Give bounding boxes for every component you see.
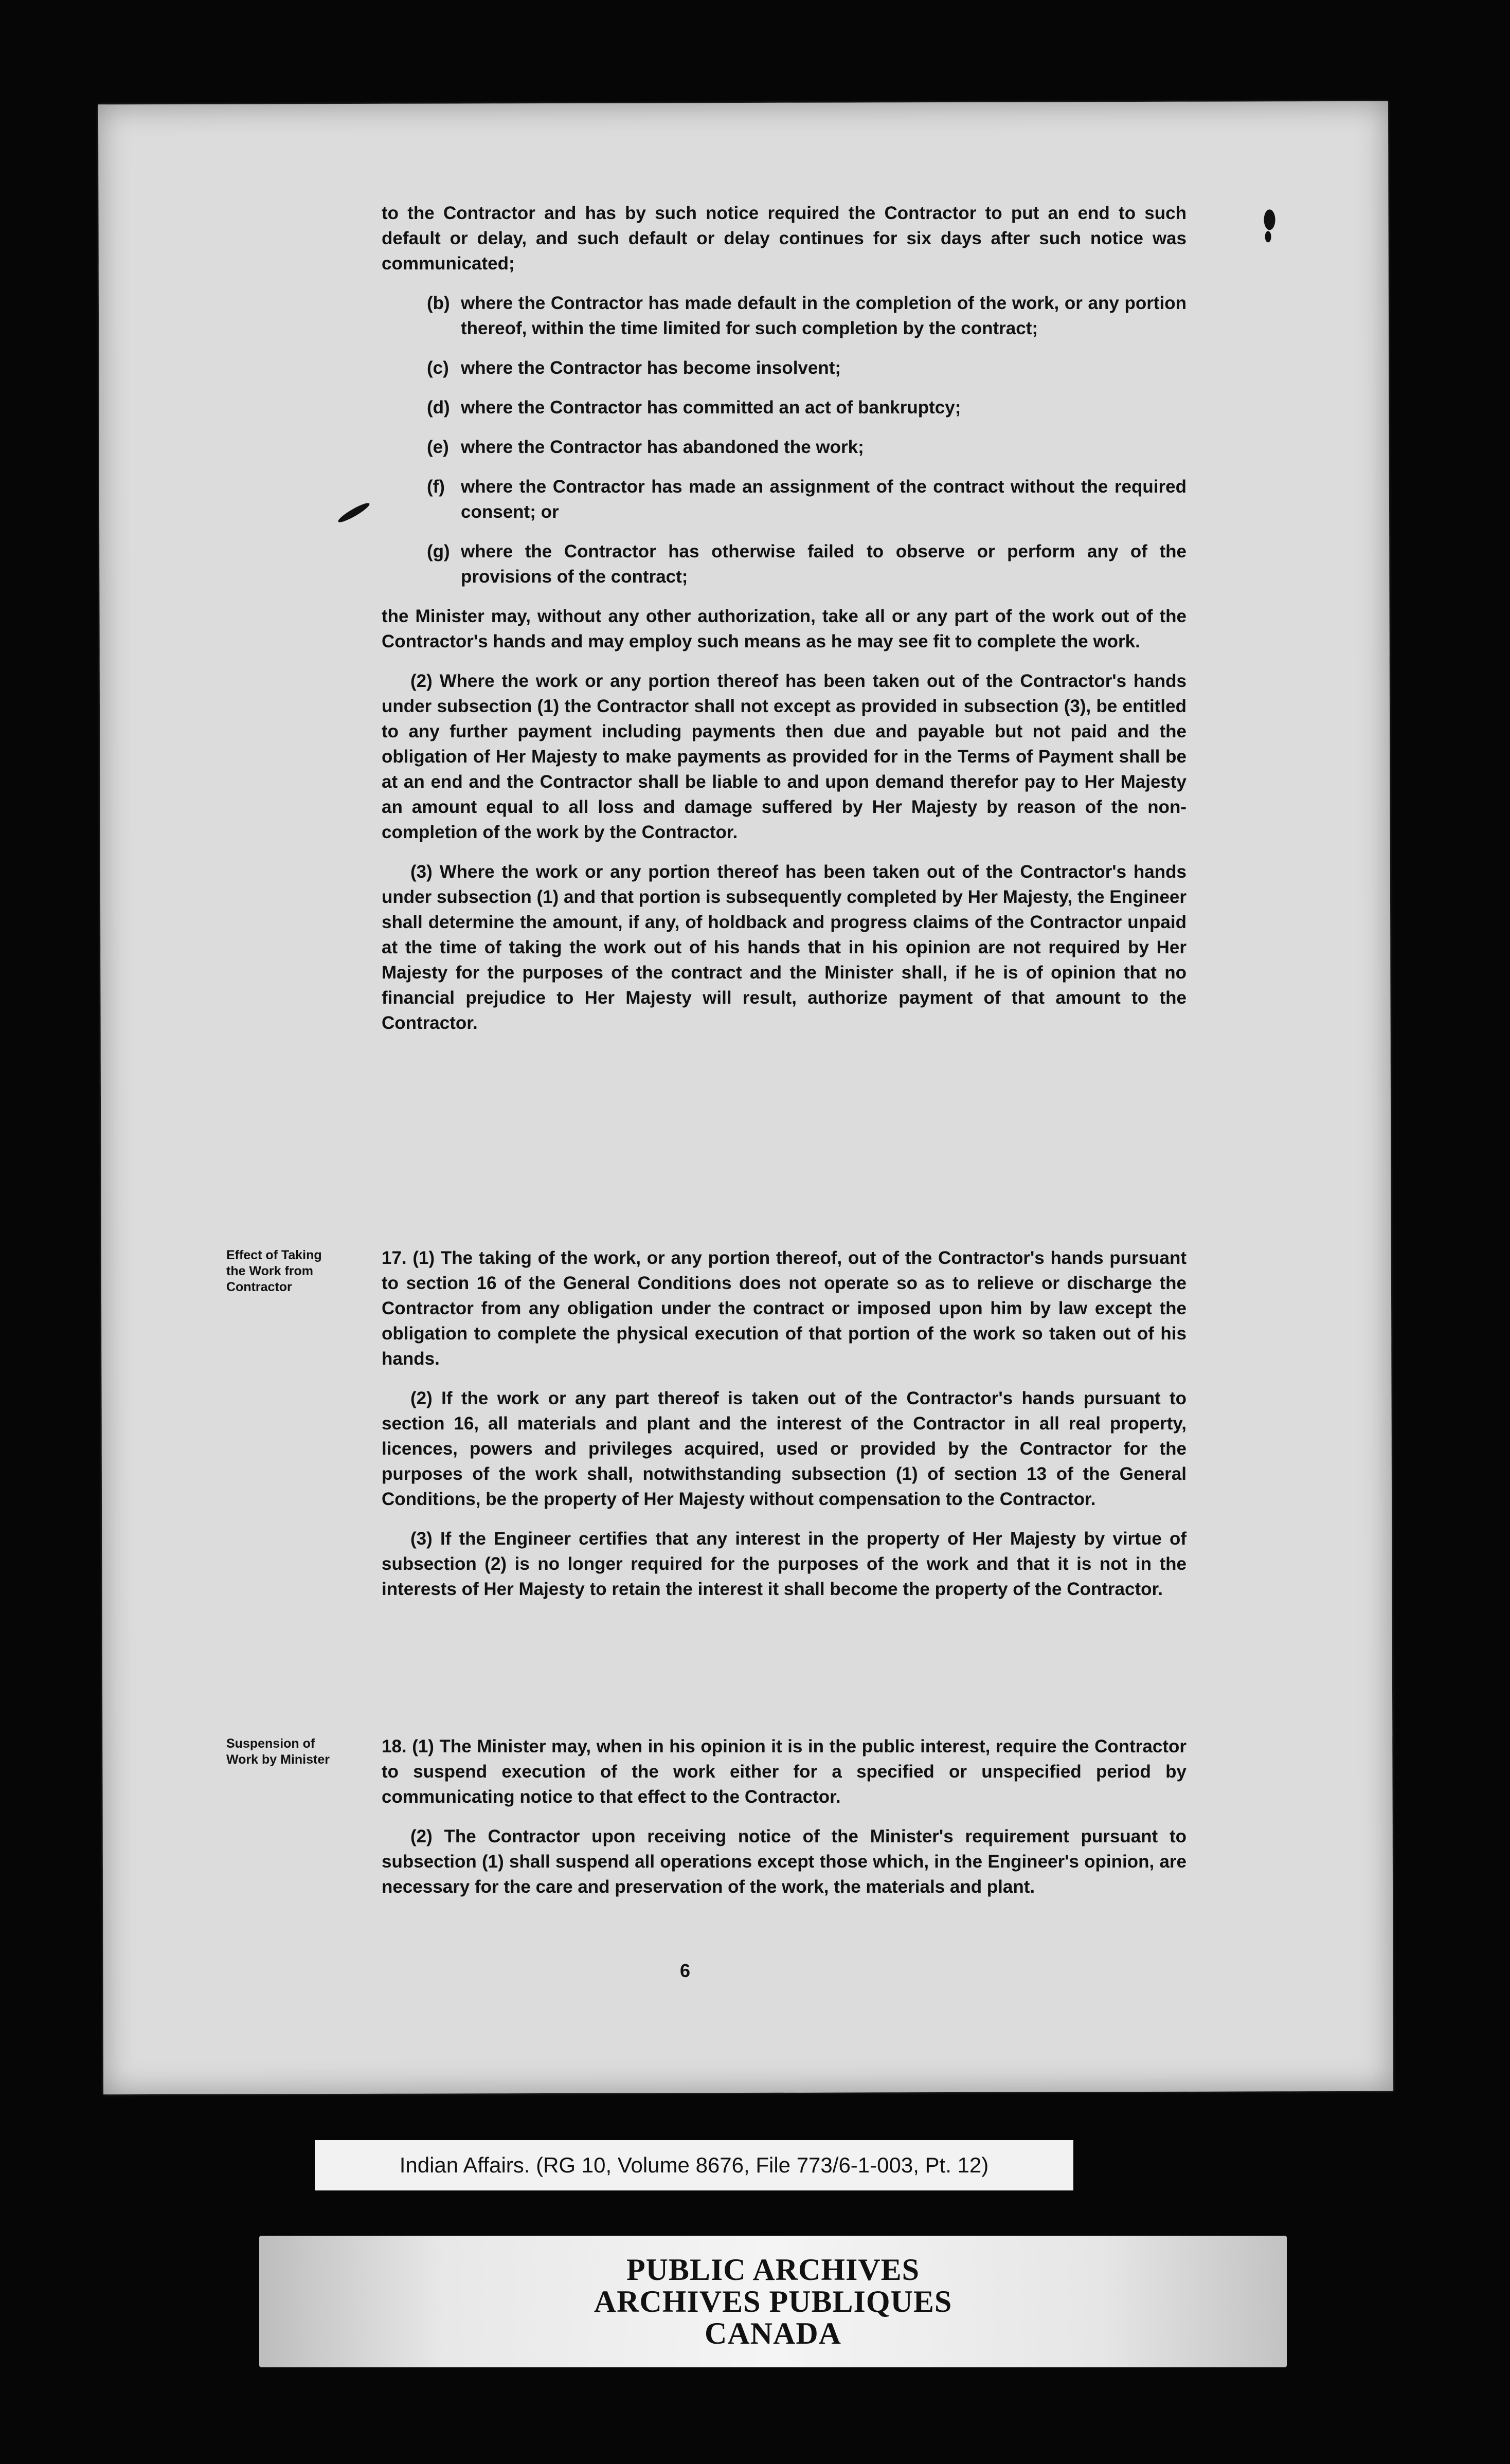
archive-reference-label	[315, 2140, 1073, 2190]
body-section-16	[382, 201, 1187, 1050]
stamp-line: ARCHIVES PUBLIQUES	[594, 2285, 952, 2318]
body-section-18	[382, 1734, 1187, 1914]
item-text: where the Contractor has abandoned the work;	[461, 437, 864, 457]
stamp-line: CANADA	[705, 2316, 841, 2350]
item-label: (e)	[427, 437, 449, 457]
list-item	[427, 434, 1187, 460]
item-text: where the Contractor has otherwise failed to observe or perform any of the provisions of the contract;	[461, 541, 1187, 587]
item-label: (b)	[427, 293, 450, 313]
paragraph-17-1: 17. (1) The taking of the work, or any portion thereof, out of the Contractor's hands pursuant to section 16 of the General Conditions does not operate so as to relieve or discharge the Contractor from any obligation under the contract or imposed upon him by law except the obligation to complete the physical execution of that portion of the work so taken out of his hands.	[382, 1248, 1187, 1369]
margin-note-section-17: Effect of Taking the Work from Contractor	[226, 1248, 322, 1294]
item-label: (c)	[427, 358, 449, 378]
paragraph-16-3: (3) Where the work or any portion thereof has been taken out of the Contractor's hands under subsection (1) and that portion is subsequently completed by Her Majesty, the Engineer shall determine the amount, if any, of holdback and progress claims of the Contractor unpaid at the time of taking the work out of his hands that in his opinion are not required by Her Majesty for the purposes of the contract and the Minister shall, if he is of opinion that no financial prejudice to Her Majesty will result, authorize payment of that amount to the Contractor.	[382, 862, 1187, 1033]
body-section-17	[382, 1245, 1187, 1616]
continuation-text: to the Contractor and has by such notice required the Contractor to put an end to such default or delay, and such default or delay continues for six days after such notice was communicated;	[382, 203, 1187, 274]
film-speck	[336, 500, 371, 524]
item-label: (d)	[427, 397, 450, 418]
minister-clause: the Minister may, without any other authorization, take all or any part of the work out of the Contractor's hands and may employ such means as he may see fit to complete the work.	[382, 606, 1187, 651]
item-label: (f)	[427, 477, 445, 497]
paragraph-17-3: (3) If the Engineer certifies that any interest in the property of Her Majesty by virtue of subsection (2) is no longer required for the purposes of the work and that it is not in the interests of Her Majesty to retain the interest it shall become the property of the Contractor.	[382, 1529, 1187, 1599]
page-number: 6	[680, 1960, 691, 1981]
film-speck	[1265, 231, 1271, 242]
margin-note-section-18: Suspension of Work by Minister	[226, 1736, 330, 1767]
archive-reference-text: Indian Affairs. (RG 10, Volume 8676, File 773/6-1-003, Pt. 12)	[399, 2153, 989, 2177]
paragraph-18-1: 18. (1) The Minister may, when in his opinion it is in the public interest, require the Contractor to suspend execution of the work either for a specified or unspecified period by communicating notice to that effect to the Contractor.	[382, 1736, 1187, 1807]
paragraph-17-2: (2) If the work or any part thereof is taken out of the Contractor's hands pursuant to section 16, all materials and plant and the interest of the Contractor in all real property, licences, powers and privileges acquired, used or provided by the Contractor for the purposes of the work shall, notwithstanding subsection (1) of section 13 of the General Conditions, be the property of Her Majesty without compensation to the Contractor.	[382, 1388, 1187, 1509]
stamp-line: PUBLIC ARCHIVES	[626, 2253, 920, 2287]
list-item	[427, 355, 1187, 381]
item-label: (g)	[427, 541, 450, 561]
paragraph-18-2: (2) The Contractor upon receiving notice of the Minister's requirement pursuant to subsection (1) shall suspend all operations except those which, in the Engineer's opinion, are necessary for the care and preservation of the work, the materials and plant.	[382, 1826, 1187, 1897]
list-item	[427, 395, 1187, 420]
item-text: where the Contractor has made default in the completion of the work, or any portion thereof, within the time limited for such completion by the contract;	[461, 293, 1187, 338]
list-item	[427, 474, 1187, 524]
list-item	[427, 291, 1187, 341]
item-text: where the Contractor has made an assignment of the contract without the required consent; or	[461, 477, 1187, 522]
item-text: where the Contractor has committed an act of bankruptcy;	[461, 397, 961, 418]
item-text: where the Contractor has become insolvent;	[461, 358, 841, 378]
film-speck	[1264, 209, 1275, 230]
public-archives-stamp	[259, 2236, 1287, 2367]
paragraph-16-2: (2) Where the work or any portion thereof has been taken out of the Contractor's hands under subsection (1) the Contractor shall not except as provided in subsection (3), be entitled to any further payment including payments then due and payable but not paid and the obligation of Her Majesty to make payments as provided for in the Terms of Payment shall be at an end and the Contractor shall be liable to and upon demand therefor pay to Her Majesty an amount equal to all loss and damage suffered by Her Majesty by reason of the non-completion of the work by the Contractor.	[382, 671, 1187, 842]
list-item	[427, 539, 1187, 589]
